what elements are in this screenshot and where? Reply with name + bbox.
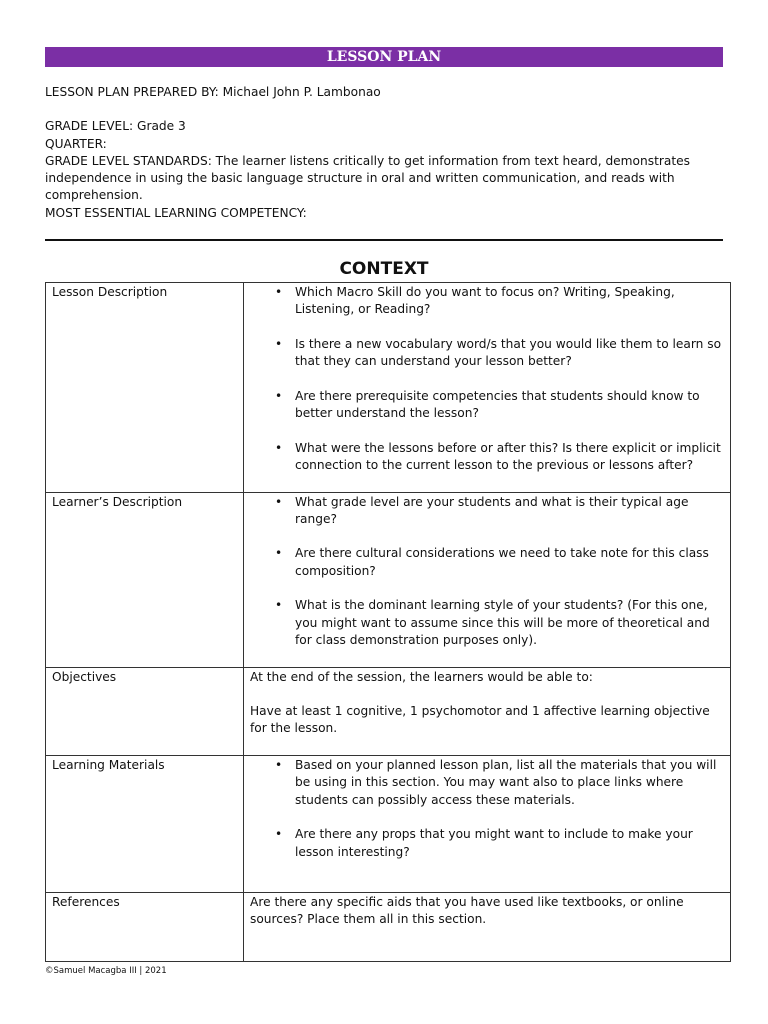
list-item: • Which Macro Skill do you want to focus on? Writing, Speaking, Listening, or Reading? [295, 284, 726, 319]
table-row [46, 893, 731, 962]
document-title: LESSON PLAN [45, 47, 723, 67]
paragraph: At the end of the session, the learners would be able to: [250, 669, 593, 684]
table-row [46, 283, 731, 493]
list-item: • Based on your planned lesson plan, list all the materials that you will be using in this section. You may want also to place links where students can possibly access these materials. [295, 757, 726, 809]
table-row [46, 667, 731, 755]
list-item: • Are there cultural considerations we need to take note for this class composition? [295, 545, 726, 580]
list-item: • Are there any props that you might want to include to make your lesson interesting? [295, 826, 726, 861]
paragraph: Are there any specific aids that you have used like textbooks, or online sources? Place them all in this section. [250, 895, 684, 927]
row-label: Learning Materials [46, 756, 244, 893]
grade-level: GRADE LEVEL: Grade 3 [45, 119, 186, 134]
row-label: Objectives [46, 667, 244, 755]
divider [45, 239, 723, 241]
list-item: • What is the dominant learning style of your students? (For this one, you might want to assume since this will be more of theoretical and for class demonstration purposes only). [295, 597, 726, 649]
row-content [244, 492, 731, 667]
row-content [244, 667, 731, 755]
list-item: • Are there prerequisite competencies that students should know to better understand the lesson? [295, 388, 726, 423]
table-row [46, 756, 731, 893]
row-label: References [46, 893, 244, 962]
table-row [46, 492, 731, 667]
list-item: • Is there a new vocabulary word/s that you would like them to learn so that they can understand your lesson better? [295, 336, 726, 371]
prepared-by: LESSON PLAN PREPARED BY: Michael John P. Lambonao [45, 85, 381, 99]
list-item: • What were the lessons before or after this? Is there explicit or implicit connection to the current lesson to the previous or lessons after? [295, 440, 726, 475]
row-content [244, 893, 731, 962]
row-content [244, 283, 731, 493]
learning-competency: MOST ESSENTIAL LEARNING COMPETENCY: [45, 205, 307, 220]
footer-copyright: ©Samuel Macagba III | 2021 [45, 966, 167, 976]
section-title: CONTEXT [339, 259, 429, 279]
bullet-list [250, 757, 726, 861]
bullet-list [250, 494, 726, 650]
row-label: Lesson Description [46, 283, 244, 493]
row-label: Learner’s Description [46, 492, 244, 667]
quarter: QUARTER: [45, 136, 107, 151]
bullet-list [250, 284, 726, 474]
context-table [45, 282, 731, 962]
list-item: • What grade level are your students and what is their typical age range? [295, 494, 726, 529]
row-content [244, 756, 731, 893]
paragraph: Have at least 1 cognitive, 1 psychomotor and 1 affective learning objective for the lesson. [250, 704, 710, 736]
header-info [45, 84, 725, 222]
grade-level-standards: GRADE LEVEL STANDARDS: The learner listens critically to get information from text heard, demonstrates independence in using the basic language structure in oral and written communication, and reads with comprehension. [45, 153, 690, 203]
